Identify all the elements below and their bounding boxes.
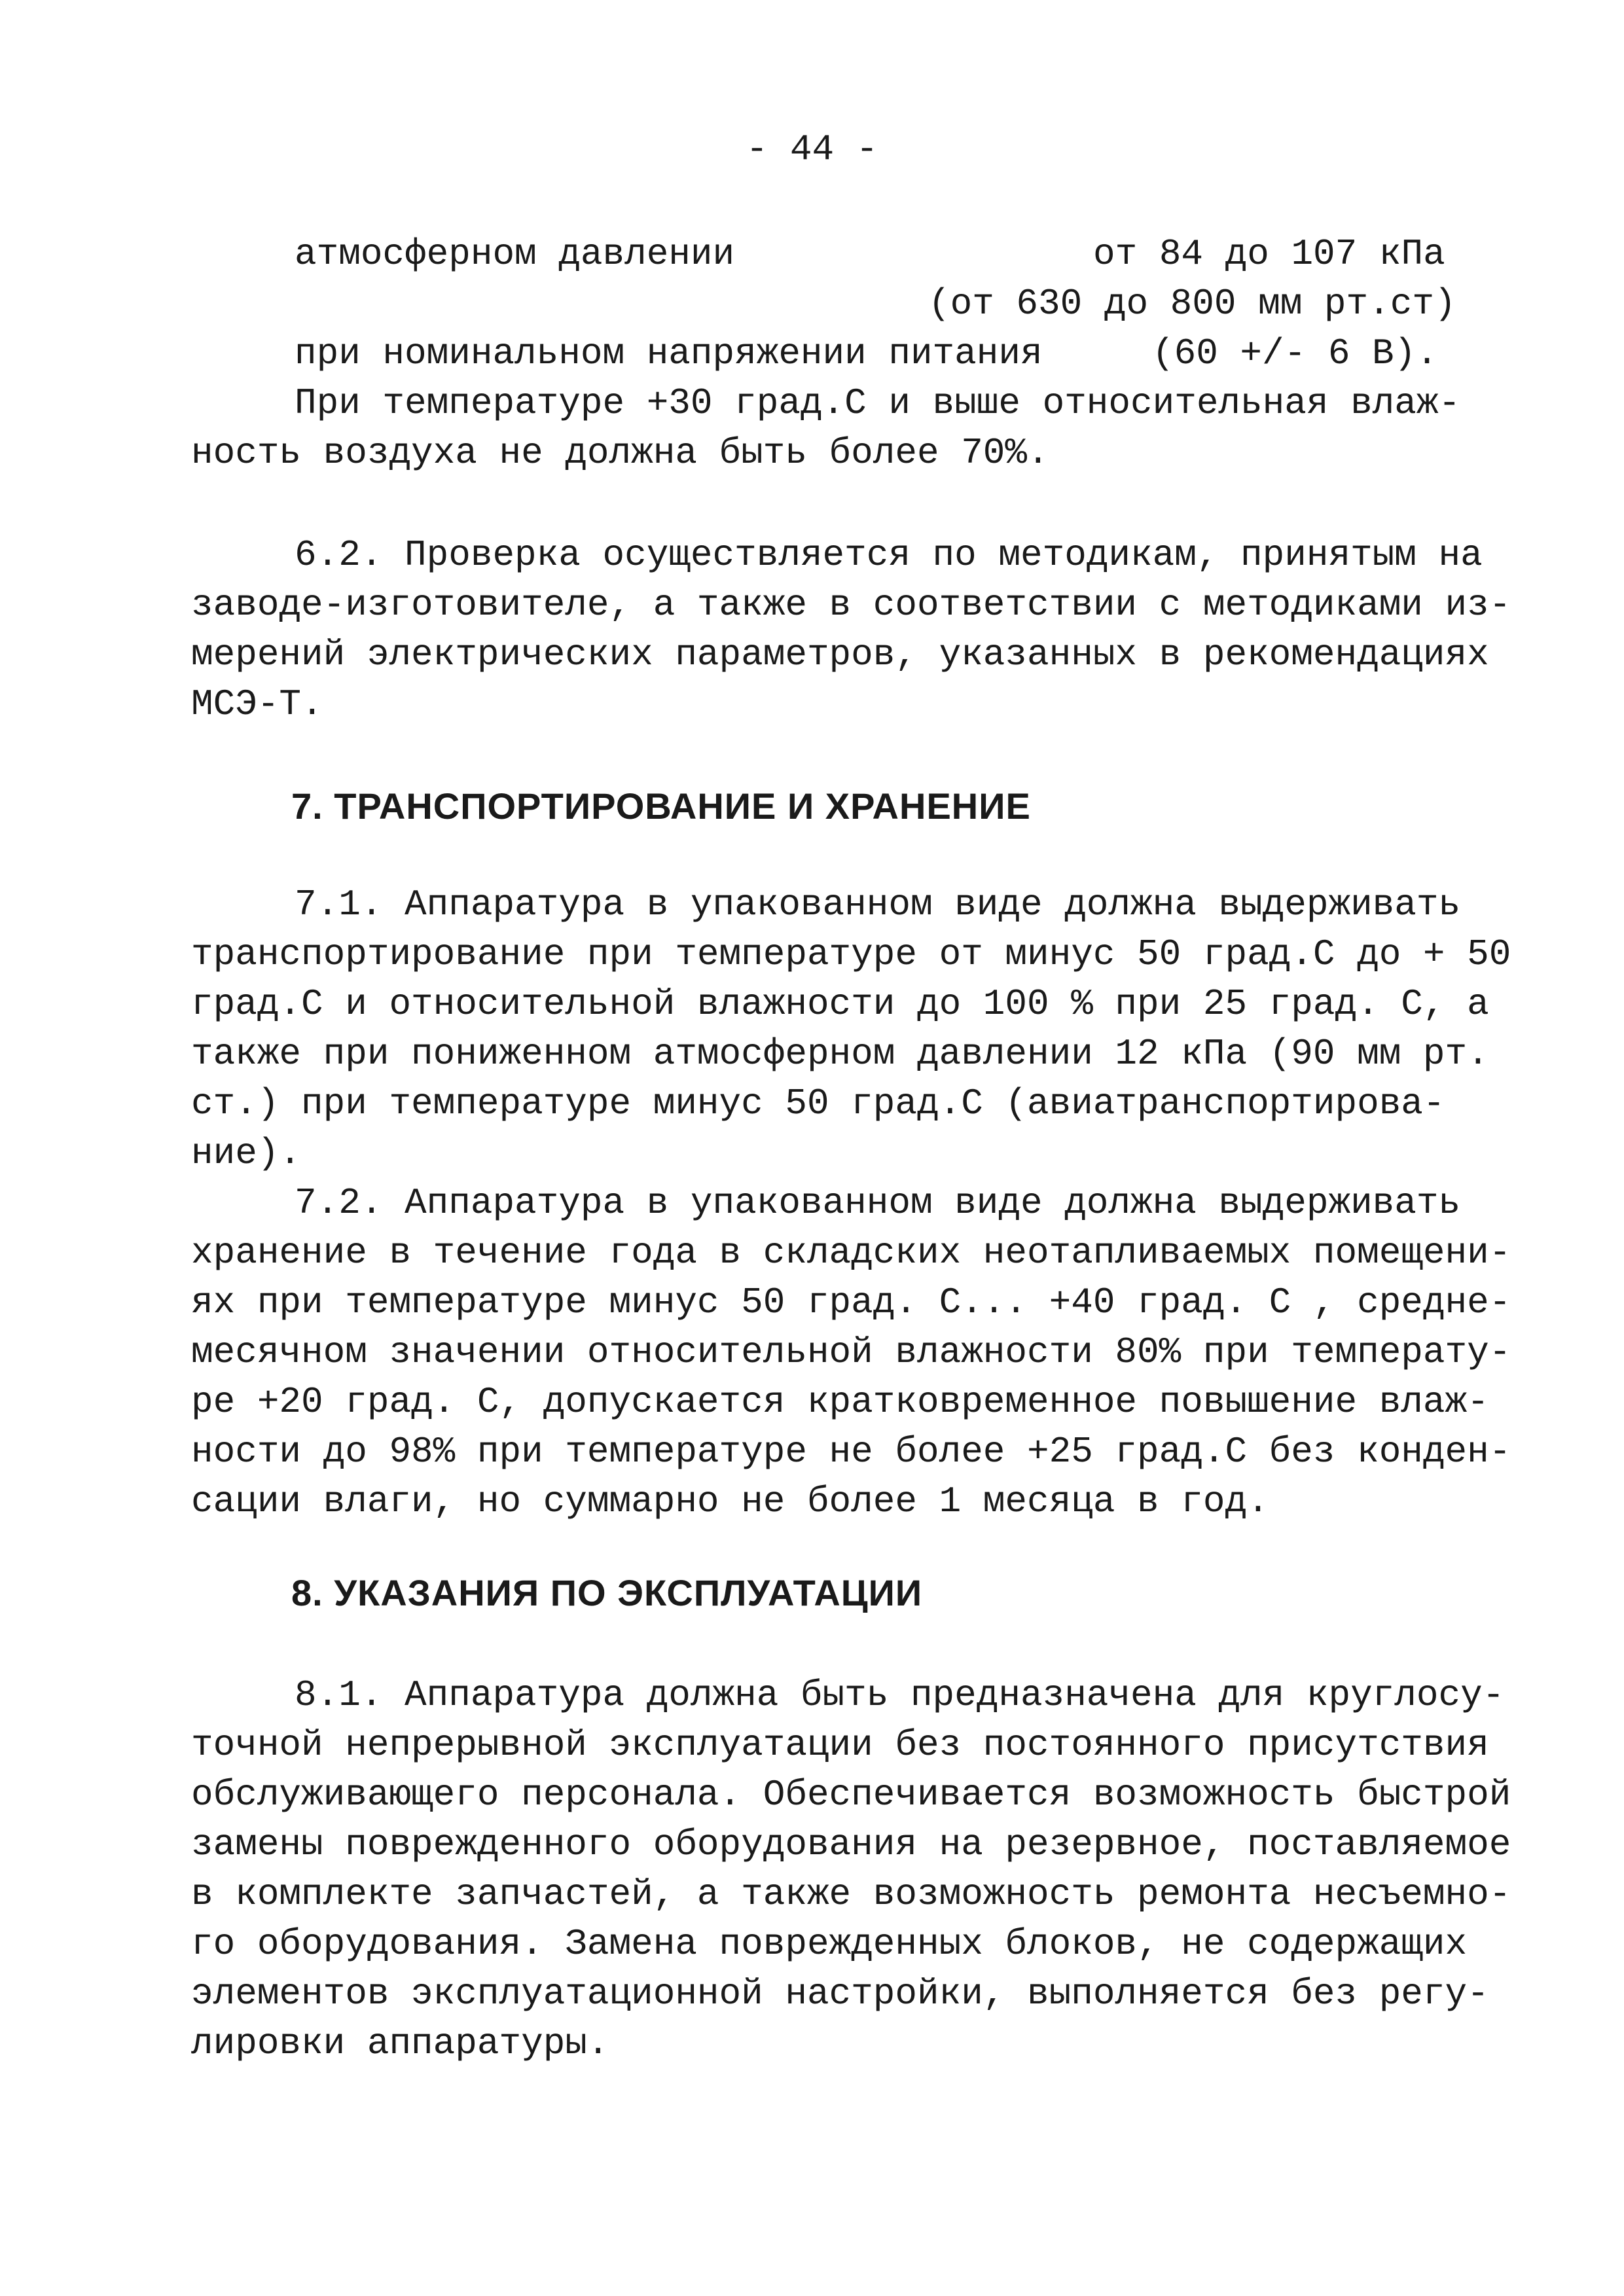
paragraph-7-2-line: хранение в течение года в складских неотапливаемых помещени-: [191, 1232, 1511, 1274]
paragraph-7-1-line: ние).: [191, 1132, 302, 1174]
paragraph-7-2-line: ности до 98% при температуре не более +25 град.С без конден-: [191, 1431, 1511, 1473]
paragraph-8-1-line: элементов эксплуатационной настройки, выполняется без регу-: [191, 1973, 1489, 2015]
pressure-alt-value: (от 630 до 800 мм рт.ст): [928, 283, 1456, 325]
paragraph-7-2-line: месячном значении относительной влажности 80% при температу-: [191, 1331, 1511, 1373]
page-number: - 44 -: [746, 128, 878, 170]
paragraph-7-1-line: град.С и относительной влажности до 100 % при 25 град. С, а: [191, 983, 1489, 1025]
paragraph-6-2-line: МСЭ-Т.: [191, 683, 323, 725]
paragraph-7-1-line: ст.) при температуре минус 50 град.С (авиатранспортирова-: [191, 1083, 1445, 1124]
voltage-label: при номинальном напряжении питания: [295, 332, 1043, 374]
paragraph-8-1-line: лировки аппаратуры.: [191, 2022, 609, 2064]
paragraph-8-1-line: 8.1. Аппаратура должна быть предназначена для круглосу-: [295, 1674, 1505, 1716]
paragraph-7-1-line: также при пониженном атмосферном давлении 12 кПа (90 мм рт.: [191, 1033, 1489, 1075]
pressure-label: атмосферном давлении: [295, 233, 735, 275]
paragraph-7-2-line: ях при температуре минус 50 град. С... +40 град. С , средне-: [191, 1282, 1511, 1323]
pressure-value: от 84 до 107 кПа: [1093, 233, 1445, 275]
paragraph-7-2-line: сации влаги, но суммарно не более 1 месяца в год.: [191, 1480, 1269, 1522]
paragraph-6-2-line: мерений электрических параметров, указанных в рекомендациях: [191, 634, 1489, 675]
paragraph-8-1-line: го оборудования. Замена поврежденных блоков, не содержащих: [191, 1923, 1468, 1965]
paragraph-6-2-line: заводе-изготовителе, а также в соответствии с методиками из-: [191, 584, 1511, 626]
section-8-heading: 8. УКАЗАНИЯ ПО ЭКСПЛУАТАЦИИ: [291, 1572, 923, 1613]
voltage-value: (60 +/- 6 В).: [1152, 332, 1438, 374]
paragraph-7-1-line: транспортирование при температуре от минус 50 град.С до + 50: [191, 933, 1511, 975]
section-7-heading: 7. ТРАНСПОРТИРОВАНИЕ И ХРАНЕНИЕ: [291, 785, 1031, 827]
humidity-line: При температуре +30 град.С и выше относительная влаж-: [295, 382, 1461, 424]
paragraph-8-1-line: замены поврежденного оборудования на резервное, поставляемое: [191, 1823, 1511, 1865]
paragraph-8-1-line: обслуживающего персонала. Обеспечивается возможность быстрой: [191, 1774, 1511, 1816]
paragraph-8-1-line: в комплекте запчастей, а также возможность ремонта несъемно-: [191, 1873, 1511, 1915]
paragraph-8-1-line: точной непрерывной эксплуатации без постоянного присутствия: [191, 1724, 1489, 1766]
paragraph-6-2-line: 6.2. Проверка осуществляется по методикам, принятым на: [295, 534, 1483, 576]
humidity-line: ность воздуха не должна быть более 70%.: [191, 432, 1049, 474]
paragraph-7-1-line: 7.1. Аппаратура в упакованном виде должна выдерживать: [295, 884, 1461, 925]
paragraph-7-2-line: ре +20 град. С, допускается кратковременное повышение влаж-: [191, 1381, 1489, 1423]
paragraph-7-2-line: 7.2. Аппаратура в упакованном виде должна выдерживать: [295, 1182, 1461, 1224]
